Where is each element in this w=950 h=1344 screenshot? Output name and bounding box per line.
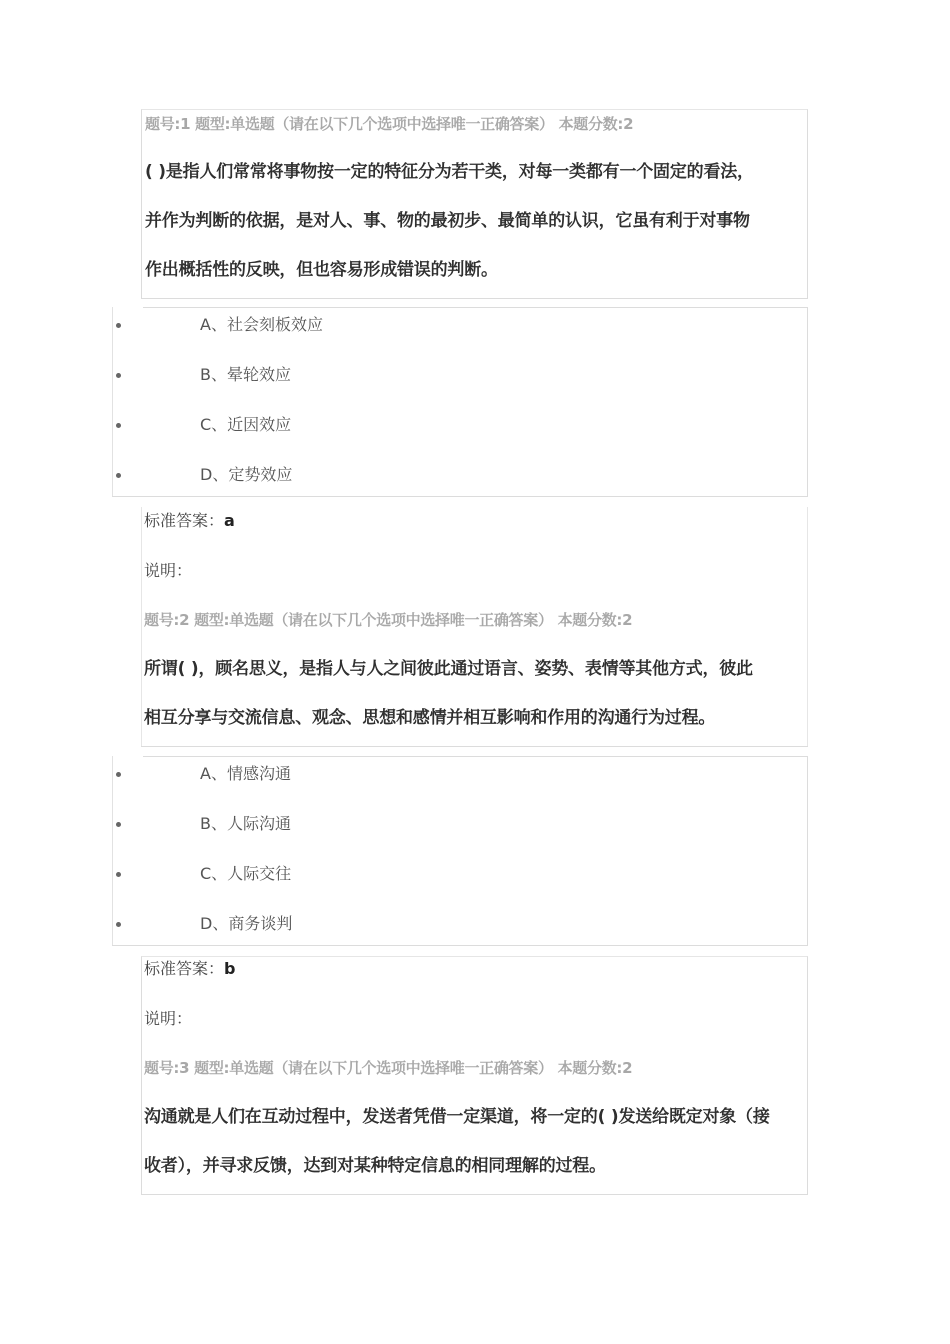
option-label: A、情感沟通 bbox=[200, 764, 291, 783]
option-label: D、商务谈判 bbox=[200, 914, 293, 933]
question-1-box bbox=[141, 109, 808, 299]
bullet-icon bbox=[116, 373, 121, 378]
question-3-stem-line: 收者），并寻求反馈，达到对某种特定信息的相同理解的过程。 bbox=[144, 1156, 606, 1176]
bullet-icon bbox=[116, 323, 121, 328]
explain-2: 说明： bbox=[144, 1009, 193, 1028]
bullet-icon bbox=[116, 772, 121, 777]
option-label: B、人际沟通 bbox=[200, 814, 291, 833]
divider bbox=[143, 307, 808, 308]
question-1-options bbox=[112, 307, 808, 497]
question-2-stem bbox=[144, 645, 809, 743]
question-2-stem-line: 所谓( )，顾名思义，是指人与人之间彼此通过语言、姿势、表情等其他方式，彼此 bbox=[144, 659, 753, 679]
option-label: D、定势效应 bbox=[200, 465, 293, 484]
question-3-stem-line: 沟通就是人们在互动过程中，发送者凭借一定渠道，将一定的( )发送给既定对象（接 bbox=[144, 1107, 770, 1127]
option-label: B、晕轮效应 bbox=[200, 365, 291, 384]
divider bbox=[141, 746, 808, 747]
bullet-icon bbox=[116, 822, 121, 827]
question-3-meta: 题号:3 题型:单选题（请在以下几个选项中选择唯一正确答案） 本题分数:2 bbox=[144, 1059, 633, 1077]
option-1b[interactable] bbox=[112, 363, 712, 387]
answer-value: a bbox=[224, 511, 235, 530]
question-1-stem-line: ( )是指人们常常将事物按一定的特征分为若干类，对每一类都有一个固定的看法， bbox=[145, 162, 754, 182]
option-1d[interactable] bbox=[112, 463, 712, 487]
question-2-options bbox=[112, 756, 808, 946]
explain-1: 说明： bbox=[144, 561, 193, 580]
question-2-stem-line: 相互分享与交流信息、观念、思想和感情并相互影响和作用的沟通行为过程。 bbox=[144, 708, 716, 728]
option-2c[interactable] bbox=[112, 862, 712, 886]
option-2d[interactable] bbox=[112, 912, 712, 936]
bullet-icon bbox=[116, 423, 121, 428]
option-2a[interactable] bbox=[112, 762, 712, 786]
question-2-meta: 题号:2 题型:单选题（请在以下几个选项中选择唯一正确答案） 本题分数:2 bbox=[144, 611, 633, 629]
answer-label: 标准答案： bbox=[144, 511, 225, 530]
option-label: C、近因效应 bbox=[200, 415, 292, 434]
answer-2 bbox=[144, 957, 235, 981]
bullet-icon bbox=[116, 872, 121, 877]
option-label: A、社会刻板效应 bbox=[200, 315, 323, 334]
option-1c[interactable] bbox=[112, 413, 712, 437]
question-1-stem bbox=[145, 148, 810, 295]
answer-1 bbox=[144, 509, 235, 533]
question-1-meta: 题号:1 题型:单选题（请在以下几个选项中选择唯一正确答案） 本题分数:2 bbox=[145, 115, 634, 133]
divider bbox=[143, 756, 808, 757]
answer-label: 标准答案： bbox=[144, 959, 225, 978]
bullet-icon bbox=[116, 473, 121, 478]
option-1a[interactable] bbox=[112, 313, 712, 337]
option-label: C、人际交往 bbox=[200, 864, 292, 883]
answer-value: b bbox=[224, 959, 236, 978]
bullet-icon bbox=[116, 922, 121, 927]
option-2b[interactable] bbox=[112, 812, 712, 836]
question-1-stem-line: 并作为判断的依据，是对人、事、物的最初步、最简单的认识，它虽有利于对事物 bbox=[145, 211, 750, 231]
question-1-stem-line: 作出概括性的反映，但也容易形成错误的判断。 bbox=[145, 260, 498, 280]
question-3-stem bbox=[144, 1093, 809, 1191]
